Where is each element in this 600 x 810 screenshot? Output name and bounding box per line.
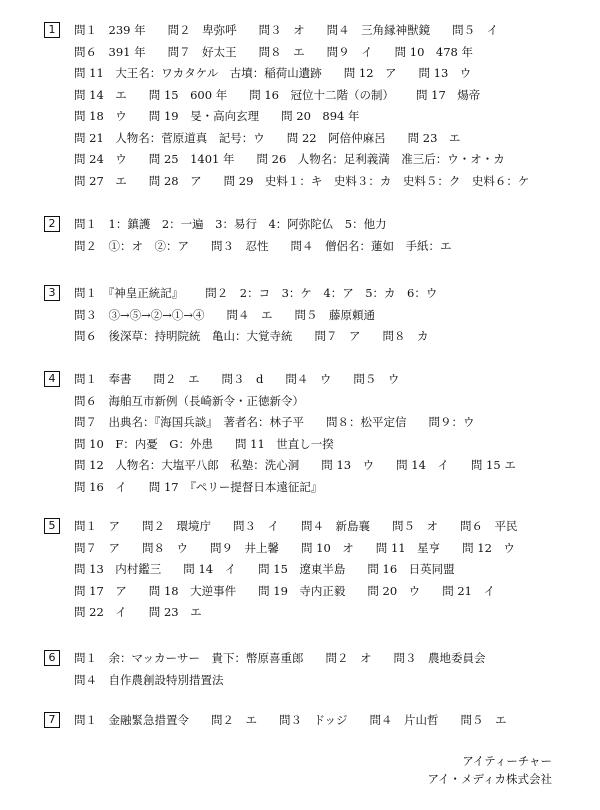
answer-item: 問２ ①：オ ②：ア xyxy=(74,238,189,253)
answer-line xyxy=(74,307,397,323)
answer-item: 問５ オ xyxy=(392,519,438,533)
answer-item: 問７ 出典名：『海国兵談』 著者名：林子平 xyxy=(74,415,304,429)
answer-item: 問 16 日英同盟 xyxy=(367,562,455,576)
answer-item: 問 18 ウ xyxy=(74,109,127,123)
answer-line xyxy=(74,216,409,232)
answer-item: 問１ 『神皇正統記』 xyxy=(74,286,184,300)
answer-line xyxy=(74,518,540,534)
answer-item: 問６ 平民 xyxy=(460,519,518,533)
answer-line xyxy=(74,540,537,556)
answer-item: 問 21 人物名：菅原道真 記号：ウ xyxy=(74,130,265,145)
section-number-box: 1 xyxy=(44,22,60,38)
answer-item: 問 11 星亨 xyxy=(375,540,441,555)
answer-item: 問 15 遼東半島 xyxy=(258,562,346,576)
answer-line xyxy=(74,479,344,495)
answer-line xyxy=(74,561,477,577)
answer-item: 問 16 イ xyxy=(74,479,127,494)
answer-item: 問２ エ xyxy=(153,372,200,386)
section-number-box: 4 xyxy=(44,371,60,387)
answer-item: 問 14 エ xyxy=(74,87,127,102)
answer-item: 問 12 ア xyxy=(343,66,397,80)
answer-item: 問２ 環境庁 xyxy=(142,519,211,533)
answer-item: 問８ ウ xyxy=(142,540,188,555)
answer-item: 問９：ウ xyxy=(428,415,475,429)
answer-item: 問 14 イ xyxy=(183,562,237,576)
answer-item: 問 26 人物名：足利義満 准三后：ウ・オ・カ xyxy=(256,152,505,166)
answer-item: 問１ 239 年 xyxy=(74,23,146,37)
answer-line xyxy=(74,583,517,599)
answer-item: 問７ 好太王 xyxy=(167,44,237,59)
answer-item: 問８ カ xyxy=(382,329,429,343)
answer-item: 問 13 ウ xyxy=(321,458,375,472)
answer-line xyxy=(74,22,520,38)
answer-item: 問８ エ xyxy=(258,44,305,59)
answer-item: 問 18 大逆事件 xyxy=(148,583,237,598)
answer-line xyxy=(74,65,493,81)
section-number-box: 5 xyxy=(44,518,60,534)
answer-item: 問４ 片山哲 xyxy=(369,713,439,727)
answer-item: 問 10 478 年 xyxy=(394,44,474,59)
answer-line xyxy=(74,457,538,473)
answer-line xyxy=(74,173,551,189)
answer-item: 問５ ウ xyxy=(353,372,400,386)
answer-item: 問３ 忍性 xyxy=(211,238,269,253)
answer-line xyxy=(74,130,482,146)
answer-item: 問 10 オ xyxy=(301,540,354,555)
answer-item: 問 22 阿倍仲麻呂 xyxy=(286,130,386,145)
answer-item: 問 19 旻・高向玄理 xyxy=(148,109,260,123)
answer-item: 問 27 エ xyxy=(74,173,127,188)
answer-line xyxy=(74,87,502,103)
answer-item: 問 17 『ペリー提督日本遠征記』 xyxy=(148,479,323,494)
answer-line xyxy=(74,108,382,124)
answer-item: 問１ 余：マッカーサー 貴下：幣原喜重郎 xyxy=(74,651,304,665)
answer-line xyxy=(74,393,326,409)
answer-line xyxy=(74,238,474,254)
section-number-box: 6 xyxy=(44,650,60,666)
answer-item: 問６ 391 年 xyxy=(74,44,146,59)
answer-item: 問 13 内村鑑三 xyxy=(74,562,162,576)
answer-item: 問 24 ウ xyxy=(74,152,127,166)
answer-line xyxy=(74,414,497,430)
answer-item: 問 23 エ xyxy=(148,605,202,619)
section-number-box: 3 xyxy=(44,285,60,301)
footer-line-2: アイ・メディカ株式会社 xyxy=(427,772,552,786)
answer-item: 問８：松平定信 xyxy=(326,415,407,429)
answer-line xyxy=(74,604,224,620)
answer-item: 問 11 世直し一揆 xyxy=(234,436,334,451)
answer-item: 問３ ドッジ xyxy=(279,713,348,727)
answer-item: 問 13 ウ xyxy=(418,66,472,80)
answer-item: 問２ オ xyxy=(325,651,372,665)
answer-item: 問 17 ア xyxy=(74,583,127,598)
answer-item: 問５ 藤原頼通 xyxy=(294,307,376,322)
answer-item: 問１ 奉書 xyxy=(74,372,132,386)
answer-item: 問３ d xyxy=(221,372,264,386)
answer-item: 問 22 イ xyxy=(74,605,127,619)
answer-item: 問 10 F：内憂 G：外患 xyxy=(74,436,213,451)
answer-item: 問 23 エ xyxy=(407,130,461,145)
answer-item: 問９ 井上馨 xyxy=(210,540,279,555)
answer-line xyxy=(74,672,246,688)
footer xyxy=(427,752,552,788)
answer-item: 問５ イ xyxy=(452,23,499,37)
answer-item: 問２ 卑弥呼 xyxy=(167,23,237,37)
answer-item: 問 25 1401 年 xyxy=(148,152,235,166)
answer-item: 問 12 人物名：大塩平八郎 私塾：洗心洞 xyxy=(74,458,300,472)
answer-item: 問 11 大王名：ワカタケル 古墳：稲荷山遺跡 xyxy=(74,66,322,80)
answer-item: 問９ イ xyxy=(326,44,373,59)
answer-item: 問 14 イ xyxy=(396,458,449,472)
answer-item: 問４ 三角縁神獣鏡 xyxy=(326,23,431,37)
answer-item: 問６ 海舶互市新例（長崎新令・正徳新令） xyxy=(74,393,304,408)
answer-item: 問 16 冠位十二階（の制） xyxy=(249,87,394,102)
answer-item: 問４ 新島襄 xyxy=(301,519,370,533)
answer-item: 問 21 イ xyxy=(442,583,495,598)
answer-line xyxy=(74,328,451,344)
answer-item: 問 19 寺内正毅 xyxy=(258,583,346,598)
answer-item: 問３ イ xyxy=(233,519,279,533)
answer-item: 問４ 僧侶名：蓮如 手紙：エ xyxy=(290,238,452,253)
answer-line xyxy=(74,44,495,60)
answer-item: 問 17 煬帝 xyxy=(416,87,481,102)
section-number-box: 2 xyxy=(44,216,60,232)
answer-item: 問４ エ xyxy=(226,307,273,322)
answer-item: 問３ オ xyxy=(258,23,305,37)
answer-line xyxy=(74,436,356,452)
answer-item: 問４ ウ xyxy=(285,372,332,386)
answer-item: 問３ 農地委員会 xyxy=(393,651,486,665)
answer-item: 問５ エ xyxy=(460,713,507,727)
answer-item: 問６ 後深草：持明院統 亀山：大覚寺統 xyxy=(74,329,293,343)
answer-item: 問７ ア xyxy=(74,540,120,555)
answer-item: 問３ ③→⑤→②→①→④ xyxy=(74,307,205,322)
answer-item: 問２ 2：コ 3：ケ 4：ア 5：カ 6：ウ xyxy=(205,286,438,300)
answer-item: 問４ 自作農創設特別措置法 xyxy=(74,672,224,687)
answer-line xyxy=(74,285,459,301)
answer-line xyxy=(74,650,508,666)
answer-line xyxy=(74,371,421,387)
answer-item: 問 12 ウ xyxy=(462,540,515,555)
answer-item: 問２ エ xyxy=(211,713,257,727)
answer-line xyxy=(74,151,527,167)
answer-item: 問１ 1：鎮護 2：一遍 3：易行 4：阿弥陀仏 5：他力 xyxy=(74,217,387,231)
answer-item: 問 28 ア xyxy=(148,173,202,188)
answer-item: 問 15 600 年 xyxy=(148,87,228,102)
answer-item: 問 20 894 年 xyxy=(281,109,360,123)
answer-item: 問 20 ウ xyxy=(367,583,421,598)
answer-line xyxy=(74,712,529,728)
answer-item: 問１ 金融緊急措置令 xyxy=(74,713,189,727)
answer-item: 問１ ア xyxy=(74,519,120,533)
answer-item: 問７ ア xyxy=(314,329,361,343)
answer-item: 問 29 史料１：キ 史料３：カ 史料５：ク 史料６：ケ xyxy=(223,173,530,188)
footer-line-1: アイティーチャー xyxy=(462,754,552,768)
answer-item: 問 15 エ xyxy=(470,458,516,472)
section-number-box: 7 xyxy=(44,712,60,728)
